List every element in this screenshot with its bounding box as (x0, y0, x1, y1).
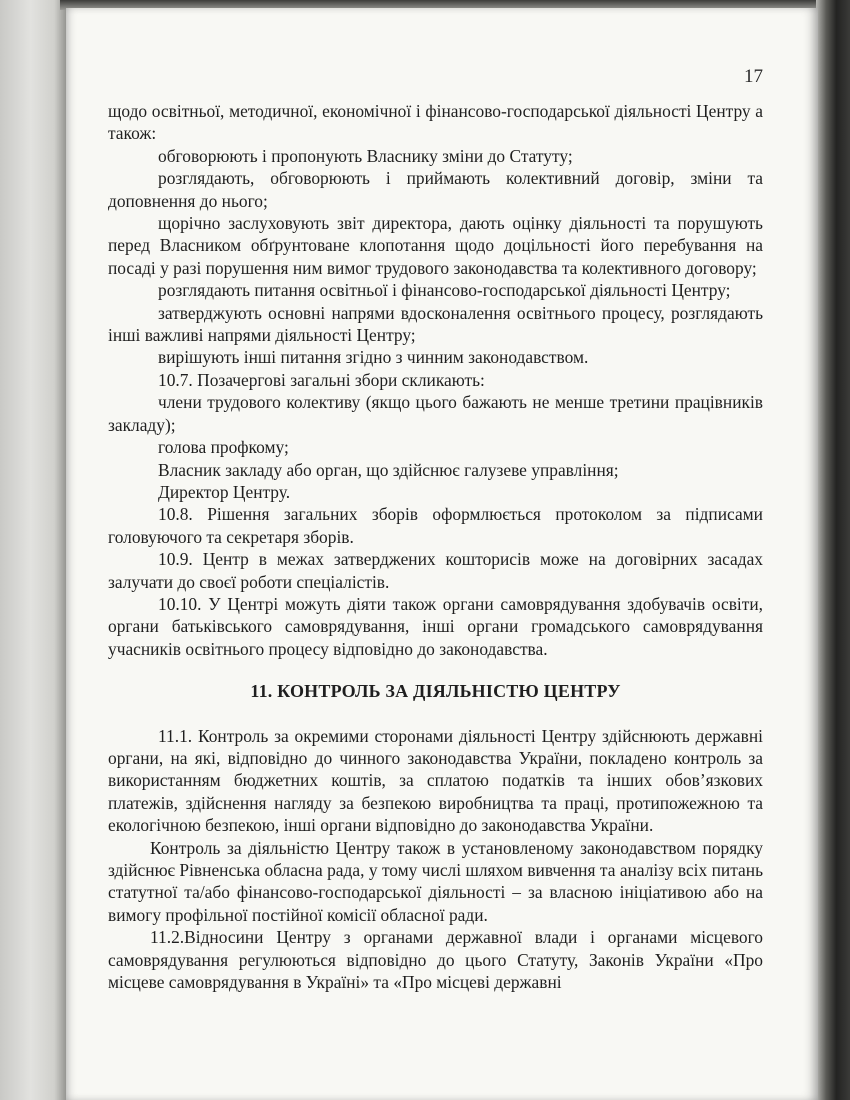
clause-11-1: 11.1. Контроль за окремими сторонами діяльності Центру здійснюють державні органи, на які, відповідно до чинного законодавства України, покладено контроль за використанням бюджетних коштів, за сплатою податків та інших обов’язкових платежів, здійснення нагляду за безпекою виробництва та праці, протипожежною та екологічною безпекою, інші органи відповідно до законодавства України. (108, 725, 763, 836)
list-item: Директор Центру. (158, 481, 291, 502)
scan-left-edge (0, 0, 68, 1100)
list-item: голова профкому; (158, 437, 289, 458)
section-heading: 11. КОНТРОЛЬ ЗА ДІЯЛЬНІСТЮ ЦЕНТРУ (250, 681, 621, 702)
list-item: щорічно заслуховують звіт директора, дають оцінку діяльності та порушують перед Власником обґрунтоване клопотання щодо доцільності його перебування на посаді у разі порушення ним вимог трудового законодавства та колективного договору; (108, 213, 763, 278)
list-item: розглядають питання освітньої і фінансово-господарської діяльності Центру; (158, 280, 731, 301)
scan-right-edge (816, 0, 850, 1100)
clause-10-8: 10.8. Рішення загальних зборів оформлюється протоколом за підписами головуючого та секретаря зборів. (108, 504, 763, 547)
list-item: вирішують інші питання згідно з чинним законодавством. (158, 347, 589, 368)
list-item: члени трудового колективу (якщо цього бажають не менше третини працівників закладу); (108, 392, 763, 435)
document-page (66, 8, 818, 1100)
list-item: розглядають, обговорюють і приймають колективний договір, зміни та доповнення до нього; (108, 168, 763, 211)
page-number: 17 (744, 66, 763, 87)
paragraph: Контроль за діяльністю Центру також в установленому законодавством порядку здійснює Рівненська обласна рада, у тому числі шляхом вивчення та аналізу всіх питань статутної та/або фінансово-господарської діяльності – за власною ініціативою або на вимогу профільної постійної комісії обласної ради. (108, 837, 763, 925)
clause-10-10: 10.10. У Центрі можуть діяти також органи самоврядування здобувачів освіти, органи батьківського самоврядування, інші органи громадського самоврядування учасників освітнього процесу відповідно до законодавства. (108, 593, 763, 659)
list-item: обговорюють і пропонують Власнику зміни до Статуту; (158, 145, 573, 166)
list-item: затверджують основні напрями вдосконалення освітнього процесу, розглядають інші важливі напрями діяльності Центру; (108, 302, 763, 346)
clause-10-7: 10.7. Позачергові загальні збори скликають: (158, 369, 485, 390)
clause-11-2: 11.2.Відносини Центру з органами державної влади і органами місцевого самоврядування регулюються відповідно до цього Статуту, Законів України «Про місцеве самоврядування в Україні» та «Про місцеві державні (108, 927, 763, 993)
document-body (108, 100, 763, 993)
list-item: Власник закладу або орган, що здійснює галузеве управління; (158, 459, 619, 480)
paragraph: щодо освітньої, методичної, економічної і фінансово-господарської діяльності Центру а також: (108, 101, 763, 144)
clause-10-9: 10.9. Центр в межах затверджених кошторисів може на договірних засадах залучати до своєї роботи спеціалістів. (108, 549, 763, 592)
